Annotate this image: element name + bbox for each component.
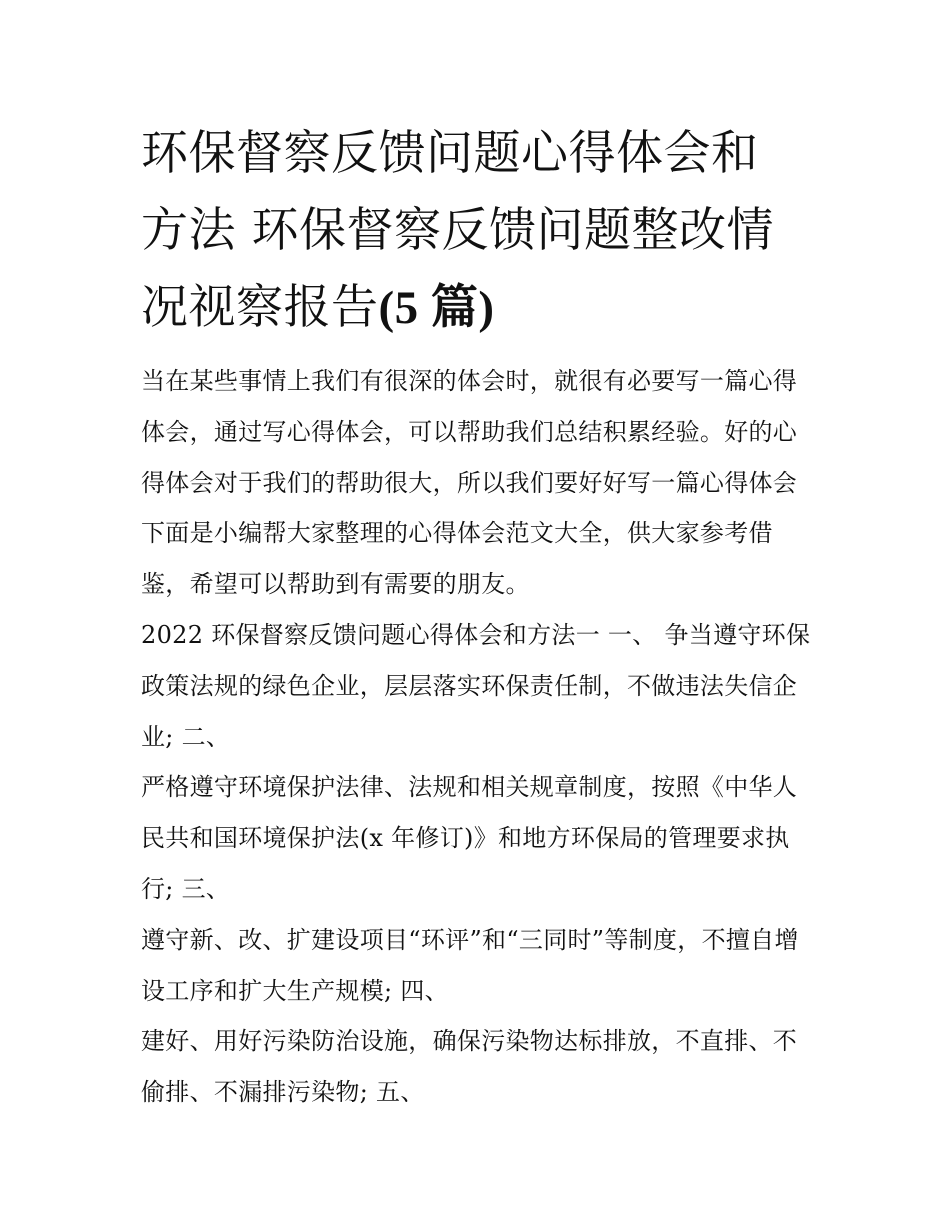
body-line: 鉴，希望可以帮助到有需要的朋友。 — [141, 570, 530, 599]
body-line: 得体会对于我们的帮助很大，所以我们要好好写一篇心得体会 — [141, 468, 798, 497]
body-line: 下面是小编帮大家整理的心得体会范文大全，供大家参考借 — [141, 519, 773, 548]
body-line: 设工序和扩大生产规模; 四、 — [141, 976, 449, 1005]
title-line: 方法 环保督察反馈问题整改情 — [141, 203, 774, 258]
body-line: 体会，通过写心得体会，可以帮助我们总结积累经验。好的心 — [141, 417, 798, 446]
body-line: 建好、用好污染防治设施，确保污染物达标排放，不直排、不 — [141, 1027, 798, 1056]
title-line: 环保督察反馈问题心得体会和 — [141, 126, 759, 181]
body-line: 遵守新、改、扩建设项目“环评”和“三同时”等制度，不擅自增 — [141, 925, 799, 954]
title-line: 况视察报告 — [141, 280, 379, 335]
body-line: 当在某些事情上我们有很深的体会时，就很有必要写一篇心得 — [141, 367, 798, 395]
body-line: 政策法规的绿色企业，层层落实环保责任制，不做违法失信企 — [141, 671, 798, 700]
body-line: 民共和国环境保护法(x 年修订)》和地方环保局的管理要求执 — [141, 824, 790, 853]
body-line: 偷排、不漏排污染物; 五、 — [141, 1078, 425, 1107]
body-line: 严格遵守环境保护法律、法规和相关规章制度，按照《中华人 — [141, 773, 798, 802]
document-body — [141, 356, 816, 1118]
body-line: 业; 二、 — [141, 722, 231, 751]
title-count: (5 篇) — [378, 282, 495, 334]
body-line: 2022 环保督察反馈问题心得体会和方法一 一、 争当遵守环保 — [141, 620, 811, 649]
document-title — [141, 115, 821, 347]
body-line: 行; 三、 — [141, 874, 231, 903]
